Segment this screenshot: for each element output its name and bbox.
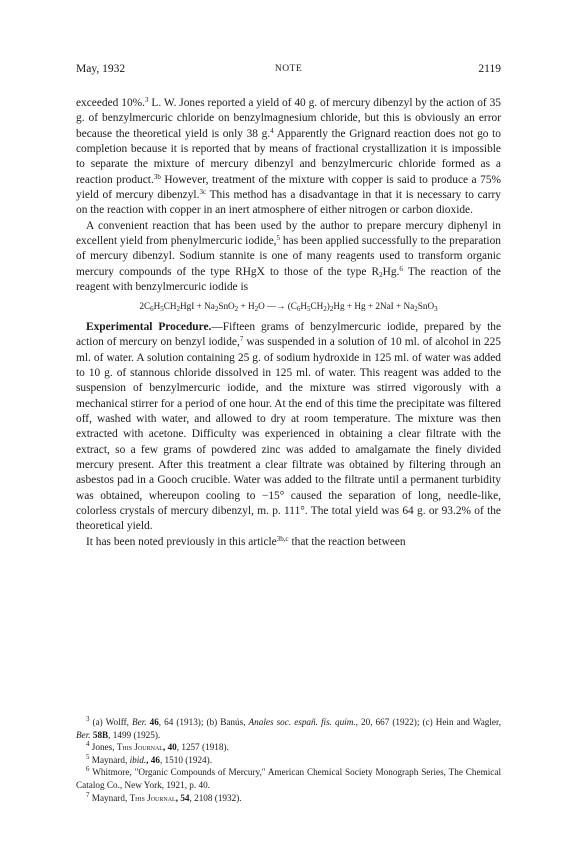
- footnote-ref: 5: [276, 234, 281, 243]
- footnote-6: $^6$ Whitmore, "Organic Compounds of Mercury," American Chemical Society Monograph Series, The Chemical Catalog Co., New York, 1921, p. 40.: [76, 765, 501, 790]
- text: Apparently the Grignard reaction does not go to completion because it is reported that by means of fractional crystallization it is impossible to separate the mixture of mercury dibenzyl and benzylmercuric chloride formed as a reaction product.: [76, 127, 501, 186]
- paragraph-1: [76, 96, 501, 219]
- footnote-ref: 4: [270, 126, 274, 135]
- text: Hg.: [382, 265, 400, 278]
- text: A convenient reaction that has been used by the author to prepare mercury diphenyl in excellent yield from phenylmercuric iodide,: [76, 219, 501, 248]
- footnote-ref: 3b: [153, 172, 161, 181]
- text: that the reaction between: [288, 535, 406, 548]
- header-date: May, 1932: [76, 63, 126, 75]
- paragraph-2: [76, 219, 501, 296]
- text: This method has a disadvantage in that it is necessary to carry on the reaction with copper in an inert atmosphere of either nitrogen or carbon dioxide.: [76, 189, 502, 217]
- footnotes: [76, 716, 501, 804]
- text: has been applied successfully to the preparation of mercury dibenzyl. Sodium stannite is one of many reagents used to transform organic mercury compounds of the type RHgX to those of the type R: [76, 235, 501, 278]
- header-page-number: 2119: [478, 63, 501, 75]
- footnote-4: $^4$ Jones, This Journal, 40, 1257 (1918).: [86, 740, 229, 753]
- article-body: [76, 96, 501, 550]
- subscript: 2: [379, 270, 383, 279]
- footnote-5: $^5$ Maynard, ibid., 46, 1510 (1924).: [86, 752, 212, 765]
- footnote-ref: 3b,c: [276, 534, 289, 543]
- text: L. W. Jones reported a yield of 40 g. of mercury dibenzyl by the action of 35 g. of benzylmercuric chloride on benzylmagnesium chloride, but this is obviously an error because the theoretical yield is only 38 g.: [76, 97, 501, 140]
- footnote-3: $^3$ (a) Wolff, Ber. 46, 64 (1913); (b) Banús, Anales soc. españ. fís. quím., 20, 667 (1922); (c) Hein and Wagler, Ber. 58B, 1499 (1925).: [76, 715, 501, 740]
- text: exceeded 10%.: [76, 97, 145, 109]
- text: —Fifteen grams of benzylmercuric iodide, prepared by the action of mercury on benzyl iodide,: [76, 320, 502, 349]
- text: However, treatment of the mixture with copper is said to produce a 75% yield of mercury dibenzyl.: [76, 173, 501, 202]
- footnote-ref: 6: [399, 264, 403, 273]
- paragraph-3: [76, 320, 501, 535]
- section-heading: Experimental Procedure.: [86, 320, 212, 333]
- footnote-ref: 7: [239, 335, 244, 344]
- footnote-ref: 3c: [199, 188, 207, 197]
- text: was suspended in a solution of 10 ml. of alcohol in 225 ml. of water. A solution containing 25 g. of sodium hydroxide in 125 ml. of water was added to 10 g. of stannous chloride dissolved in 125 ml. of water. This reagent was added to the suspension of benzylmercuric iodide, and the mixture was stirred vigorously with a mechanical stirrer for a period of one hour. At the end of this time the precipitate was filtered off, washed with water, and allowed to dry at room temperature. The mixture was then extracted with acetone. Difficulty was experienced in obtaining a clear filtrate with the extract, so a few grams of powdered zinc was added to amalgamate the finely divided mercury present. After this treatment a clear filtrate was obtained by filtering through an asbestos pad in a Gooch crucible. Water was added to the filtrate until a permanent turbidity was obtained, whereupon cooling to −15° caused the separation of long, needle-like, colorless crystals of mercury dibenzyl, m. p. 111°. The total yield was 64 g. or 93.2% of the theoretical yield.: [76, 336, 501, 533]
- text: It has been noted previously in this article: [86, 535, 277, 548]
- footnote-7: $^7$ Maynard, This Journal, 54, 2108 (1932).: [86, 790, 242, 803]
- text: The reaction of the reagent with benzylmercuric iodide is: [76, 265, 501, 294]
- paragraph-4: [76, 535, 501, 550]
- chemical-equation: $2C_6H_5CH_2HgI + Na_2SnO_2 + H_2O$ —→ $(C_6H_5CH_2)_2Hg + Hg + 2NaI + Na_2SnO_3$: [139, 301, 438, 314]
- header-section: NOTE: [274, 64, 303, 74]
- footnote-ref: 3: [144, 96, 149, 104]
